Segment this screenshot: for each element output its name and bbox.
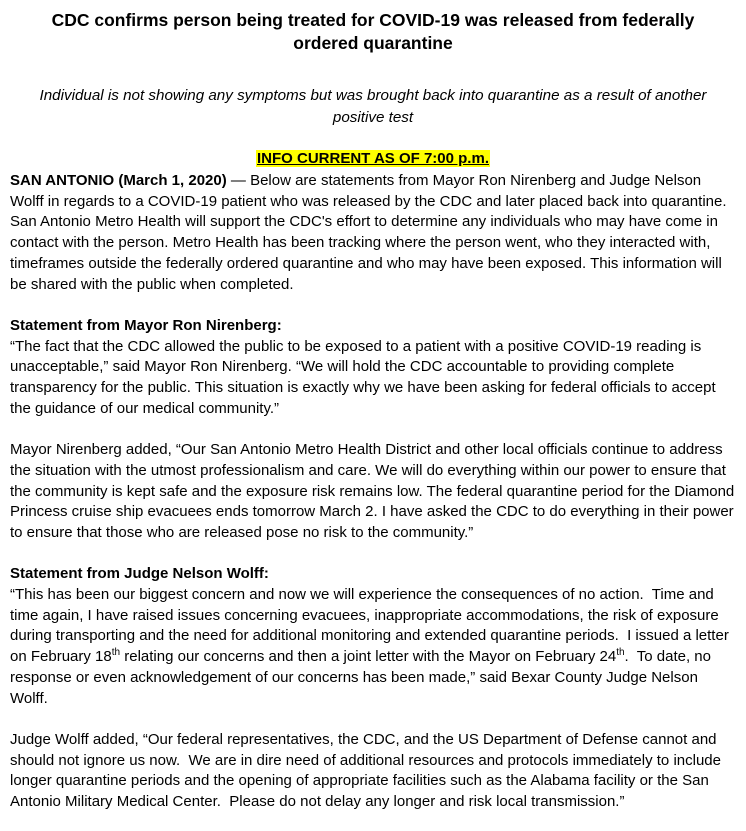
intro-text: — Below are statements from Mayor Ron Nirenberg and Judge Nelson Wolff in regards to a COVID-19 patient who was released by the CDC and later placed back into quarantine. San Antonio Metro Health will support the CDC's effort to determine any individuals who may have come in contact with the person. Metro Health has been tracking where the person went, who they interacted with, timeframes outside the federally ordered quarantine and who may have been exposed. This information will be shared with the public when completed. (10, 172, 731, 293)
dateline: SAN ANTONIO (March 1, 2020) (10, 172, 227, 189)
page-title: CDC confirms person being treated for COVID-19 was released from federally ordered quarantine (51, 10, 695, 53)
judge-statement-text-c: . To date, no response or even acknowledgement of our concerns has been made,” said Bexar County Judge Nelson Wolff. (10, 648, 716, 707)
subtitle: Individual is not showing any symptoms but was brought back into quarantine as a result of another positive test (39, 87, 707, 126)
judge-statement-heading: Statement from Judge Nelson Wolff: (10, 565, 269, 583)
judge-statement-paragraph (10, 585, 736, 709)
judge-statement-text-a: “This has been our biggest concern and now we will experience the consequences of no action. Time and time again, I have raised issues concerning evacuees, inappropriate accommodations, the risk of exposure during transporting and the need for additional monitoring and extended quarantine periods. I issued a letter on February 18 (10, 586, 733, 666)
mayor-statement-heading: Statement from Mayor Ron Nirenberg: (10, 316, 282, 334)
ordinal-superscript: th (616, 647, 625, 659)
mayor-statement-paragraph: “The fact that the CDC allowed the public to be exposed to a patient with a positive COVID-19 reading is unacceptable,” said Mayor Ron Nirenberg. “We will hold the CDC accountable to providing complete transparency for the public. This situation is exactly why we have been asking for federal officials to accept the guidance of our medical community.” (10, 337, 720, 417)
ordinal-superscript: th (111, 647, 121, 659)
info-banner-line (10, 149, 736, 169)
judge-added-paragraph: Judge Wolff added, “Our federal representatives, the CDC, and the US Department of Defense cannot and should not ignore us now. We are in dire need of additional resources and protocols immediately to include longer quarantine periods and the opening of appropriate facilities such as the Alabama facility or the San Antonio Military Medical Center. Please do not delay any longer and risk local transmission.” (10, 730, 726, 811)
info-current-banner: INFO CURRENT AS OF 7:00 p.m. (257, 150, 489, 167)
mayor-added-paragraph: Mayor Nirenberg added, “Our San Antonio Metro Health District and other local officials continue to address the situation with the utmost professionalism and care. We will do everything within our power to ensure that the community is kept safe and the exposure risk remains low. The federal quarantine period for the Diamond Princess cruise ship evacuees ends tomorrow March 2. I have asked the CDC to do everything in their power to ensure that those who are released pose no risk to the community.” (10, 441, 739, 541)
judge-statement-text-b: relating our concerns and then a joint letter with the Mayor on February 24 (120, 648, 617, 666)
intro-paragraph (10, 171, 736, 295)
